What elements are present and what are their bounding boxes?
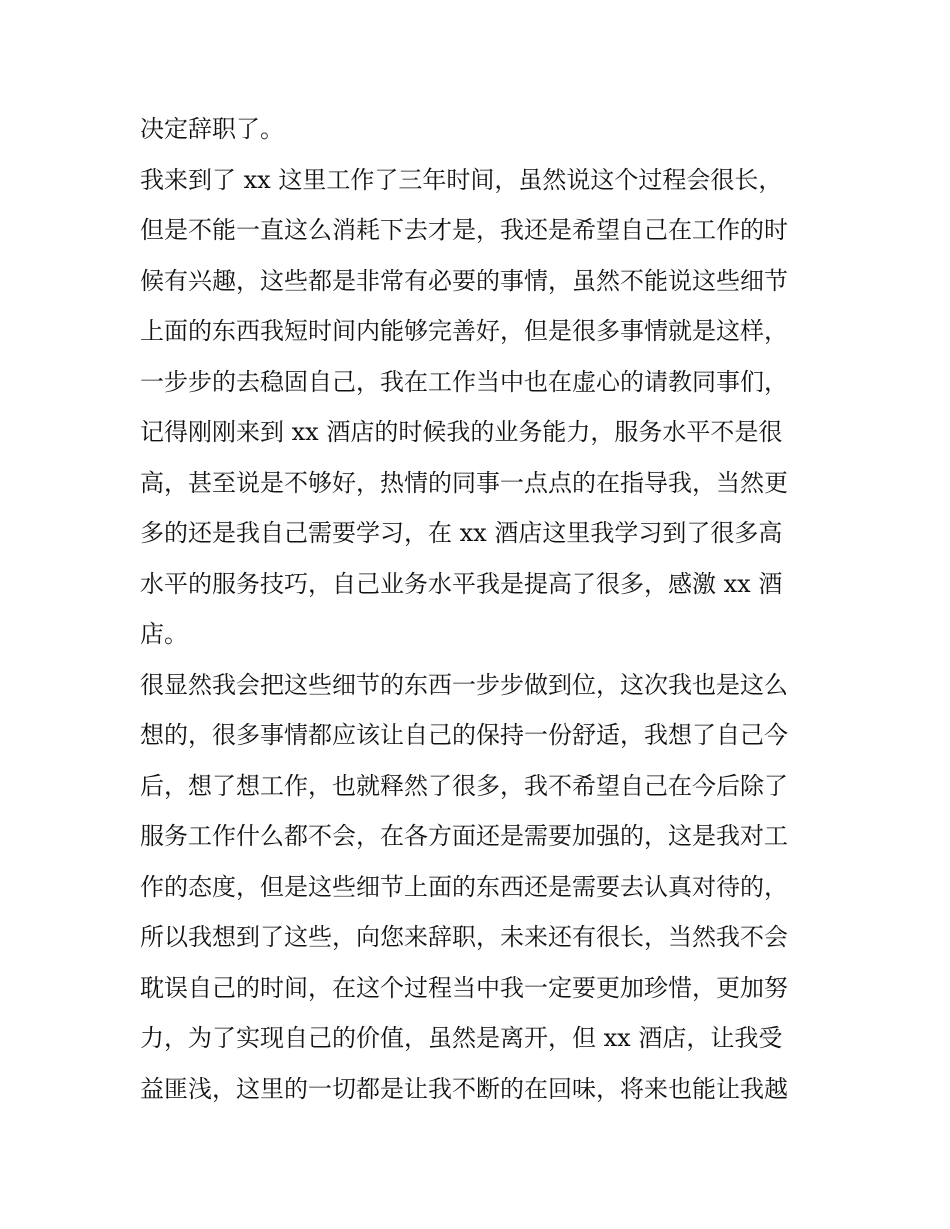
text-line: 力，为了实现自己的价值，虽然是离开，但 xx 酒店，让我受: [140, 1024, 783, 1052]
text-line: 很显然我会把这些细节的东西一步步做到位，这次我也是这么: [140, 670, 788, 699]
text-line: 高，甚至说是不够好，热情的同事一点点的在指导我，当然更: [140, 468, 788, 497]
text-line: 上面的东西我短时间内能够完善好，但是很多事情就是这样，: [140, 317, 788, 345]
text-line: 候有兴趣，这些都是非常有必要的事情，虽然不能说这些细节: [140, 266, 788, 295]
text-line: 记得刚刚来到 xx 酒店的时候我的业务能力，服务水平不是很: [140, 418, 783, 446]
text-line: 店。: [140, 620, 188, 648]
text-line: 决定辞职了。: [140, 115, 284, 143]
text-line: 后，想了想工作，也就释然了很多，我不希望自己在今后除了: [140, 771, 788, 800]
text-line: 水平的服务技巧，自己业务水平我是提高了很多，感激 xx 酒: [140, 569, 783, 598]
document-body: [140, 104, 820, 1114]
text-line: 我来到了 xx 这里工作了三年时间，虽然说这个过程会很长，: [140, 165, 783, 194]
text-line: 益匪浅，这里的一切都是让我不断的在回味，将来也能让我越: [140, 1074, 788, 1103]
text-line: 一步步的去稳固自己，我在工作当中也在虚心的请教同事们，: [140, 367, 788, 396]
text-line: 但是不能一直这么消耗下去才是，我还是希望自己在工作的时: [140, 216, 788, 244]
text-line: 耽误自己的时间，在这个过程当中我一定要更加珍惜，更加努: [140, 973, 788, 1002]
text-line: 服务工作什么都不会，在各方面还是需要加强的，这是我对工: [140, 822, 788, 850]
text-line: 作的态度，但是这些细节上面的东西还是需要去认真对待的，: [140, 872, 788, 901]
text-line: 多的还是我自己需要学习，在 xx 酒店这里我学习到了很多高: [140, 519, 783, 547]
text-line: 想的，很多事情都应该让自己的保持一份舒适，我想了自己今: [140, 721, 788, 749]
text-line: 所以我想到了这些，向您来辞职，未来还有很长，当然我不会: [140, 923, 788, 951]
